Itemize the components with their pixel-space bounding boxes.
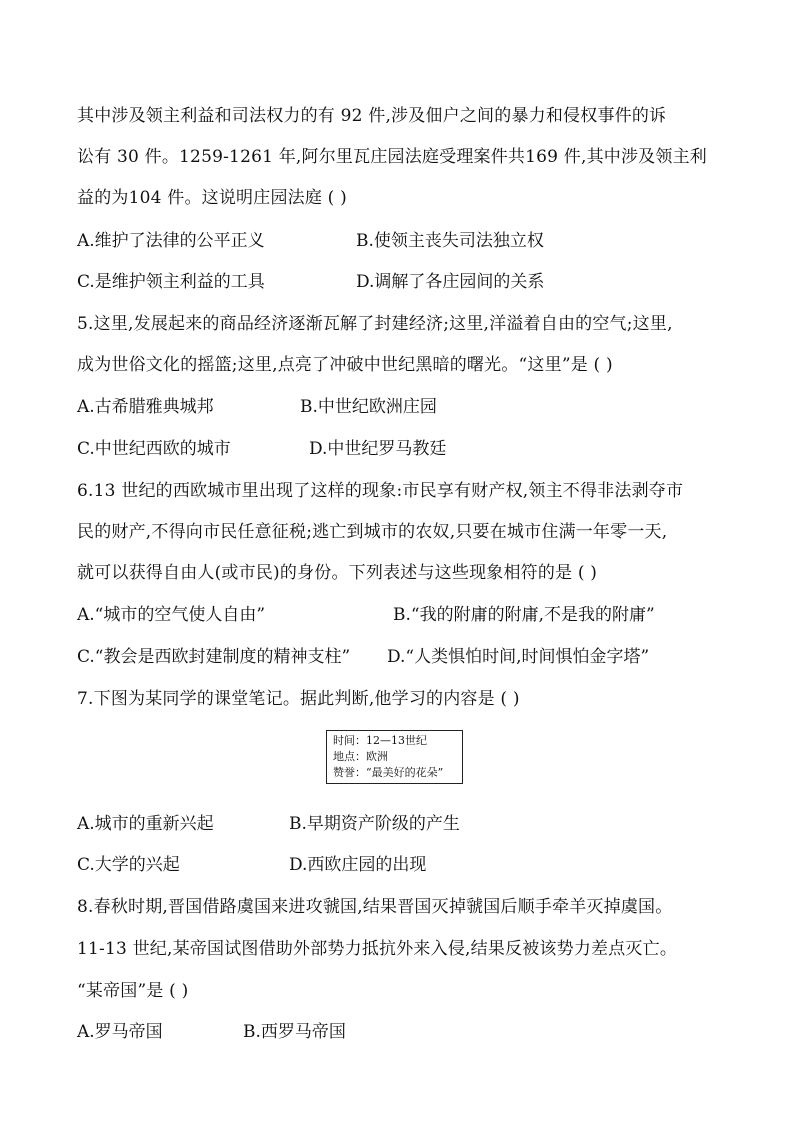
q8-text-line-3: “某帝国”是 ( ) — [77, 981, 189, 1001]
note-time: 时间：12—13世纪 — [333, 734, 427, 747]
q5-option-d[interactable]: D.中世纪罗马教廷 — [309, 439, 447, 459]
q4-text-line-1: 其中涉及领主利益和司法权力的有 92 件,涉及佃户之间的暴力和侵权事件的诉 — [77, 106, 667, 126]
q4-option-a[interactable]: A.维护了法律的公平正义 — [77, 231, 265, 251]
q7-option-a[interactable]: A.城市的重新兴起 — [77, 814, 214, 834]
q6-text-line-3: 就可以获得自由人(或市民)的身份。下列表述与这些现象相符的是 ( ) — [77, 563, 598, 583]
note-praise: 赞誉：“最美好的花朵” — [333, 766, 444, 779]
q6-text-line-2: 民的财产,不得向市民任意征税;逃亡到城市的农奴,只要在城市住满一年零一天, — [77, 522, 668, 542]
q7-option-d[interactable]: D.西欧庄园的出现 — [289, 855, 427, 875]
q8-option-b[interactable]: B.西罗马帝国 — [243, 1022, 346, 1042]
q8-text-line-2: 11-13 世纪,某帝国试图借助外部势力抵抗外来入侵,结果反被该势力差点灭亡。 — [77, 939, 678, 959]
q5-text-line-2: 成为世俗文化的摇篮;这里,点亮了冲破中世纪黑暗的曙光。“这里”是 ( ) — [77, 355, 613, 375]
q5-option-a[interactable]: A.古希腊雅典城邦 — [77, 397, 214, 417]
q4-option-d[interactable]: D.调解了各庄园间的关系 — [356, 272, 545, 292]
q4-text-line-2: 讼有 30 件。1259-1261 年,阿尔里瓦庄园法庭受理案件共169 件,其中涉及领主利 — [77, 147, 707, 167]
q7-text-line-1: 7.下图为某同学的课堂笔记。据此判断,他学习的内容是 ( ) — [77, 689, 520, 709]
q5-text-line-1: 5.这里,发展起来的商品经济逐渐瓦解了封建经济;这里,洋溢着自由的空气;这里, — [77, 314, 673, 334]
q7-option-b[interactable]: B.早期资产阶级的产生 — [289, 814, 460, 834]
q4-option-c[interactable]: C.是维护领主利益的工具 — [77, 272, 265, 292]
q7-option-c[interactable]: C.大学的兴起 — [77, 855, 180, 875]
q4-text-line-3: 益的为104 件。这说明庄园法庭 ( ) — [77, 188, 347, 208]
q6-option-b[interactable]: B.“我的附庸的附庸,不是我的附庸” — [393, 605, 655, 625]
q4-option-b[interactable]: B.使领主丧失司法独立权 — [356, 231, 544, 251]
note-place: 地点：欧洲 — [333, 750, 388, 763]
q6-option-a[interactable]: A.“城市的空气使人自由” — [77, 605, 266, 625]
q6-text-line-1: 6.13 世纪的西欧城市里出现了这样的现象:市民享有财产权,领主不得非法剥夺市 — [77, 481, 684, 501]
q6-option-d[interactable]: D.“人类惧怕时间,时间惧怕金字塔” — [387, 647, 650, 667]
q6-option-c[interactable]: C.“教会是西欧封建制度的精神支柱” — [77, 647, 351, 667]
q8-text-line-1: 8.春秋时期,晋国借路虞国来进攻虢国,结果晋国灭掉虢国后顺手牵羊灭掉虞国。 — [77, 897, 673, 917]
q5-option-b[interactable]: B.中世纪欧洲庄园 — [300, 397, 437, 417]
q8-option-a[interactable]: A.罗马帝国 — [77, 1022, 163, 1042]
classroom-note-box — [326, 730, 463, 784]
q5-option-c[interactable]: C.中世纪西欧的城市 — [77, 439, 231, 459]
